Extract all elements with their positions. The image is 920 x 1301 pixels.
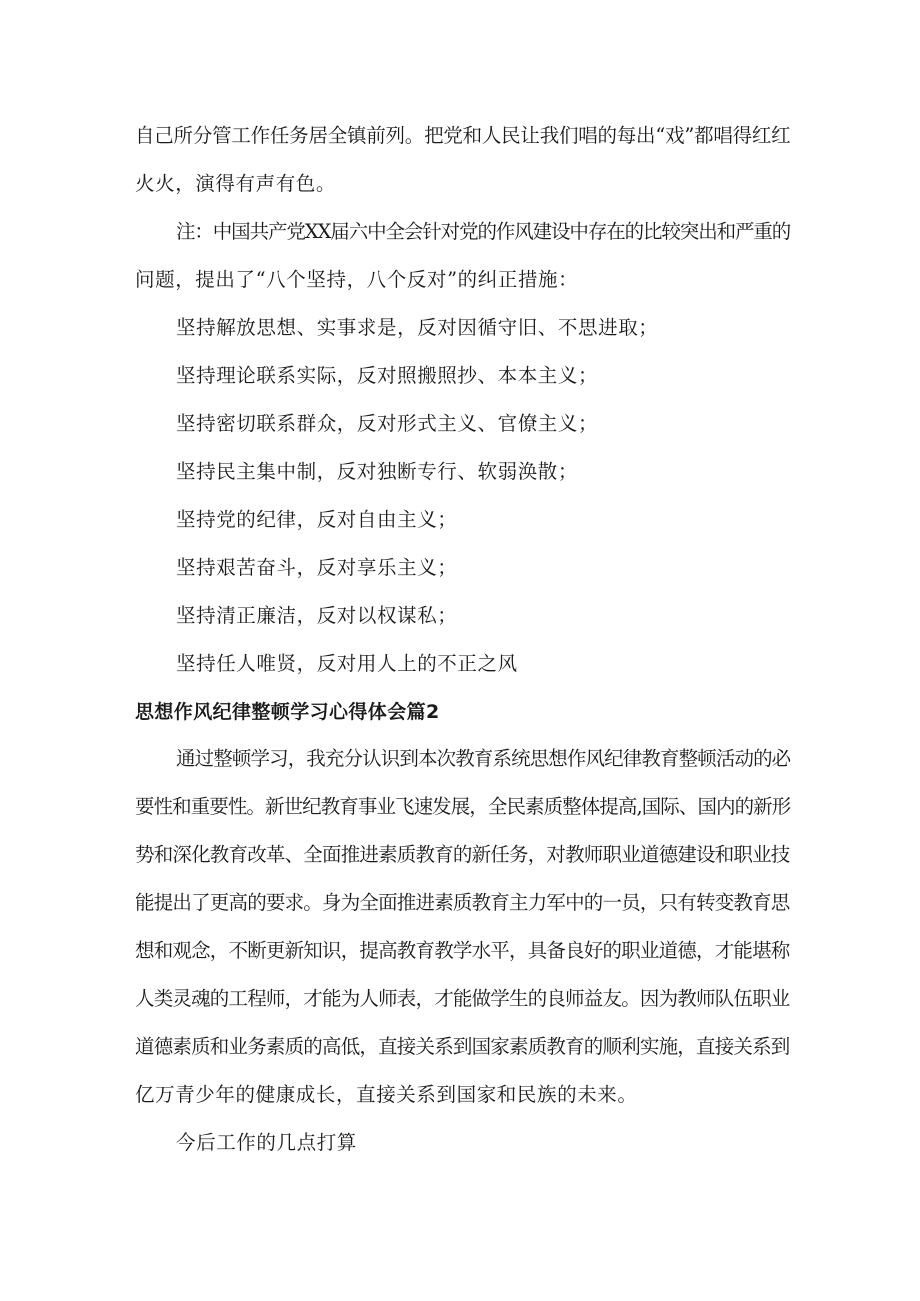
principle-item: 坚持党的纪律，反对自由主义；: [176, 508, 458, 531]
principle-item: 坚持清正廉洁，反对以权谋私；: [176, 604, 458, 627]
body-line-6: 人类灵魂的工程师，才能为人师表，才能做学生的良师益友。因为教师队伍职业: [135, 987, 790, 1010]
subheading: 今后工作的几点打算: [176, 1131, 357, 1154]
body-line-4: 能提出了更高的要求。身为全面推进素质教育主力军中的一员，只有转变教育思: [135, 891, 790, 914]
principle-item: 坚持密切联系群众，反对形式主义、官僚主义；: [176, 412, 599, 435]
body-line-1: 通过整顿学习，我充分认识到本次教育系统思想作风纪律教育整顿活动的必: [176, 747, 791, 770]
section-heading: 思想作风纪律整顿学习心得体会篇2: [135, 701, 440, 723]
principle-item: 坚持民主集中制，反对独断专行、软弱涣散；: [176, 460, 579, 483]
note-line-1: 注：中国共产党XX届六中全会针对党的作风建设中存在的比较突出和严重的: [176, 220, 791, 243]
principle-item: 坚持解放思想、实事求是，反对因循守旧、不思进取；: [176, 316, 659, 339]
principle-item: 坚持理论联系实际，反对照搬照抄、本本主义；: [176, 364, 599, 387]
body-line-3: 势和深化教育改革、全面推进素质教育的新任务，对教师职业道德建设和职业技: [135, 843, 790, 866]
body-line-5: 想和观念，不断更新知识，提高教育教学水平，具备良好的职业道德，才能堪称: [135, 939, 790, 962]
body-line-2: 要性和重要性。新世纪教育事业飞速发展，全民素质整体提高,国际、国内的新形: [135, 795, 791, 818]
principle-item: 坚持艰苦奋斗，反对享乐主义；: [176, 556, 458, 579]
body-line-8: 亿万青少年的健康成长，直接关系到国家和民族的未来。: [135, 1083, 638, 1106]
intro-line-1: 自己所分管工作任务居全镇前列。把党和人民让我们唱的每出“戏”都唱得红红: [135, 124, 791, 147]
intro-line-2: 火火，演得有声有色。: [135, 172, 337, 195]
note-line-2: 问题，提出了“八个坚持，八个反对”的纠正措施：: [135, 268, 579, 291]
body-line-7: 道德素质和业务素质的高低，直接关系到国家素质教育的顺利实施，直接关系到: [135, 1035, 790, 1058]
principle-item: 坚持任人唯贤，反对用人上的不正之风: [176, 652, 518, 675]
